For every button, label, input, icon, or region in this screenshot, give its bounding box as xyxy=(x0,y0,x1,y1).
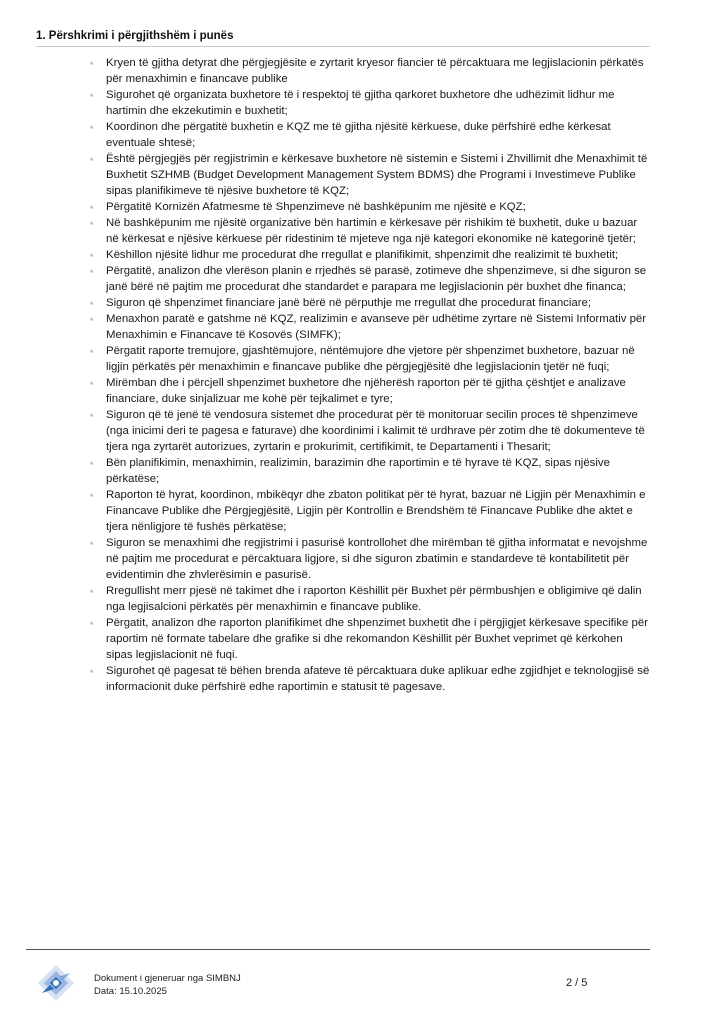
duty-item xyxy=(90,663,650,695)
duty-text: Përgatitë Kornizën Afatmesme të Shpenzimeve në bashkëpunim me njësitë e KQZ; xyxy=(106,201,526,213)
duty-text: Këshillon njësitë lidhur me procedurat dhe rregullat e planifikimit, shpenzimit dhe realizimit të buxhetit; xyxy=(106,249,619,261)
duty-text: Siguron që shpenzimet financiare janë bërë në përputhje me rregullat dhe procedurat financiare; xyxy=(106,297,592,309)
bullet-icon: ◦ xyxy=(90,314,94,324)
duty-item xyxy=(90,535,650,583)
bullet-icon: ◦ xyxy=(90,154,94,164)
footer-divider xyxy=(26,949,650,950)
footer-generated-by: Dokument i gjeneruar nga SIMBNJ xyxy=(94,973,241,984)
duty-item xyxy=(90,87,650,119)
duty-item xyxy=(90,215,650,247)
duties-list xyxy=(90,55,650,695)
bullet-icon: ◦ xyxy=(90,346,94,356)
duty-item xyxy=(90,375,650,407)
duty-item xyxy=(90,295,650,311)
bullet-icon: ◦ xyxy=(90,298,94,308)
duty-text: Përgatitë, analizon dhe vlerëson planin e rrjedhës së parasë, zotimeve dhe shpenzimeve, si dhe siguron se janë bërë në pajtim me procedurat dhe standardet e parapara me legjislacionin për buxhet dhe financa; xyxy=(106,265,647,293)
bullet-icon: ◦ xyxy=(90,618,94,628)
duty-text: Rregullisht merr pjesë në takimet dhe i raporton Këshillit për Buxhet për përmbushjen e obligimive që dalin nga legjisalcioni përkatës për menaxhimin e financave publike. xyxy=(106,585,642,613)
duty-text: Në bashkëpunim me njësitë organizative bën hartimin e kërkesave për rishikim të buxhetit, duke u bazuar në kërkesat e njësive kërkuese për ridestinim të mjeteve nga një kategori ekonomike në kategorinë tjetër; xyxy=(106,217,638,245)
duty-text: Bën planifikimin, menaxhimin, realizimin, barazimin dhe raportimin e të hyrave të KQZ, sipas njësive përkatëse; xyxy=(106,457,610,485)
duty-item xyxy=(90,247,650,263)
duty-text: Koordinon dhe përgatitë buxhetin e KQZ me të gjitha njësitë kërkuese, duke përfshirë edhe kërkesat eventuale shtesë; xyxy=(106,121,611,149)
duty-text: Përgatit raporte tremujore, gjashtëmujore, nëntëmujore dhe vjetore për shpenzimet buxhetore, bazuar në ligjin përkatës për menaxhimin e financave publike dhe përgjegjësitë dhe legjislacionin tjetër në fuqi; xyxy=(106,345,635,373)
bullet-icon: ◦ xyxy=(90,586,94,596)
bullet-icon: ◦ xyxy=(90,378,94,388)
bullet-icon: ◦ xyxy=(90,122,94,132)
bullet-icon: ◦ xyxy=(90,458,94,468)
bullet-icon: ◦ xyxy=(90,266,94,276)
footer-date: Data: 15.10.2025 xyxy=(94,986,167,997)
footer-text xyxy=(94,972,241,998)
duty-item xyxy=(90,583,650,615)
duty-text: Është përgjegjës për regjistrimin e kërkesave buxhetore në sistemin e Sistemi i Zhvillimit dhe Menaxhimit të Buxhetit SZHMB (Budget Development Management System BDMS) dhe Programi i Investimeve Publike sipas planifikimeve të njësive buxhetore të KQZ; xyxy=(106,153,648,197)
duty-text: Raporton të hyrat, koordinon, mbikëqyr dhe zbaton politikat për të hyrat, bazuar në Ligjin për Menaxhimin e Financave Publike dhe Përgjegjësitë, Ligjin për Kontrollin e Brendshëm të Financave Publike dhe aktet e tjera nënligjore të fushës përkatëse; xyxy=(106,489,646,533)
bullet-icon: ◦ xyxy=(90,218,94,228)
duty-item xyxy=(90,407,650,455)
duty-text: Kryen të gjitha detyrat dhe përgjegjësite e zyrtarit kryesor fiancier të përcaktuara me legjislacionin përkatës për menaxhimin e financave publike xyxy=(106,57,644,85)
duty-item xyxy=(90,119,650,151)
duty-item xyxy=(90,55,650,87)
duty-text: Menaxhon paratë e gatshme në KQZ, realizimin e avanseve për udhëtime zyrtare në Sistemi Informativ për Menaxhimin e Financave të Kosovës (SIMFK); xyxy=(106,313,647,341)
bullet-icon: ◦ xyxy=(90,90,94,100)
bullet-icon: ◦ xyxy=(90,666,94,676)
bullet-icon: ◦ xyxy=(90,250,94,260)
duty-item xyxy=(90,343,650,375)
bullet-icon: ◦ xyxy=(90,58,94,68)
bullet-icon: ◦ xyxy=(90,538,94,548)
duty-text: Sigurohet që organizata buxhetore të i respektoj të gjitha qarkoret buxhetore dhe udhëzimit lidhur me hartimin dhe ekzekutimin e buxhetit; xyxy=(106,89,615,117)
duty-text: Sigurohet që pagesat të bëhen brenda afateve të përcaktuara duke aplikuar edhe zgjidhjet e teknologjisë së informacionit duke përfshirë edhe raportimin e statusit të pagesave. xyxy=(106,665,650,693)
duty-item xyxy=(90,311,650,343)
bullet-icon: ◦ xyxy=(90,410,94,420)
duty-text: Siguron se menaxhimi dhe regjistrimi i pasurisë kontrollohet dhe mirëmban të gjitha informatat e nevojshme në pajtim me procedurat e përcaktuara ligjore, si dhe siguron zbatimin e standardeve të kontabilitetit për evidentimin dhe zhvlerësimin e pasurisë. xyxy=(106,537,648,581)
bullet-icon: ◦ xyxy=(90,202,94,212)
bullet-icon: ◦ xyxy=(90,490,94,500)
duty-item xyxy=(90,455,650,487)
duty-text: Përgatit, analizon dhe raporton planifikimet dhe shpenzimet buxhetit dhe i përgjigjet kërkesave specifike për raportim në formate tabelare dhe grafike si dhe rekomandon Këshillit për Buxhet veprimet që kërkohen sipas legjislacionit në fuqi. xyxy=(106,617,649,661)
duty-item xyxy=(90,263,650,295)
duty-text: Siguron që të jenë të vendosura sistemet dhe procedurat për të monitoruar secilin proces të shpenzimeve (nga inicimi deri te pagesa e faturave) dhe koordinimi i kalimit të urdhrave për zotim dhe të dokumenteve të tjera nga zyrtarët autorizues, zyrtarin e prokurimit, certifikimit, te Departamenti i Thesarit; xyxy=(106,409,645,453)
duty-text: Mirëmban dhe i përcjell shpenzimet buxhetore dhe njëherësh raporton për të gjitha çështjet e analizave financiare, duke sinjalizuar me kohë për tejkalimet e tyre; xyxy=(106,377,626,405)
duty-item xyxy=(90,487,650,535)
duty-item xyxy=(90,199,650,215)
page-number: 2 / 5 xyxy=(566,977,588,989)
section-title: 1. Përshkrimi i përgjithshëm i punës xyxy=(36,30,650,47)
simbnj-logo-icon xyxy=(36,963,76,1003)
duty-item xyxy=(90,151,650,199)
duty-item xyxy=(90,615,650,663)
